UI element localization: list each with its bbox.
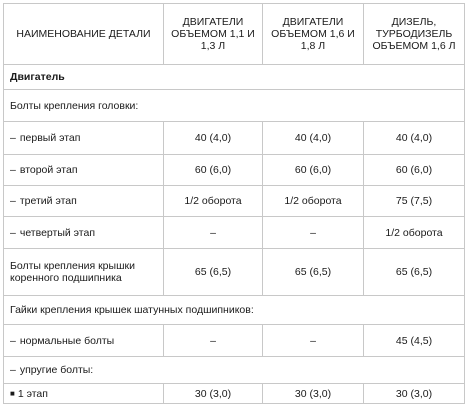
table-header-row: [4, 4, 465, 65]
row-label: [4, 122, 164, 155]
stage-2-label: второй этап: [19, 164, 78, 176]
stage-1-label: первый этап: [19, 132, 81, 144]
value-cell: 65 (6,5): [364, 249, 465, 296]
value-cell: 1/2 оборота: [164, 186, 263, 217]
table-row: [4, 217, 465, 249]
row-label: [4, 325, 164, 357]
row-label: [4, 155, 164, 186]
stage-4-label: четвертый этап: [19, 226, 96, 239]
group-title-conrod-nuts: Гайки крепления крышек шатунных подшипников:: [4, 296, 465, 325]
value-cell: –: [164, 325, 263, 357]
group-row-conrod-nuts: [4, 296, 465, 325]
table-row: [4, 122, 465, 155]
value-cell: –: [263, 217, 364, 249]
value-cell: –: [263, 325, 364, 357]
value-cell: 65 (6,5): [263, 249, 364, 296]
value-cell: 30 (3,0): [164, 384, 263, 404]
value-cell: 60 (6,0): [263, 155, 364, 186]
value-cell: 1/2 оборота: [263, 186, 364, 217]
table-row: [4, 325, 465, 357]
main-bearing-label: Болты крепления крышки коренного подшипника: [4, 249, 164, 296]
value-cell: 1/2 оборота: [364, 217, 465, 249]
group-row-head-bolts: [4, 90, 465, 122]
dash-marker: –: [10, 195, 16, 207]
row-label: [4, 217, 164, 249]
elastic-stage-1-label: 1 этап: [17, 387, 48, 400]
row-label: [4, 186, 164, 217]
value-cell: 40 (4,0): [364, 122, 465, 155]
value-cell: 40 (4,0): [164, 122, 263, 155]
table-row: [4, 186, 465, 217]
torque-spec-table: [3, 3, 465, 404]
table-row: [4, 384, 465, 404]
value-cell: 65 (6,5): [164, 249, 263, 296]
header-engines-1-6-1-8: ДВИГАТЕЛИ ОБЪЕМОМ 1,6 И 1,8 Л: [263, 4, 364, 65]
dash-marker: –: [10, 364, 16, 376]
value-cell: 30 (3,0): [364, 384, 465, 404]
value-cell: 75 (7,5): [364, 186, 465, 217]
group-title-head-bolts: Болты крепления головки:: [4, 90, 465, 122]
dash-marker: –: [10, 334, 16, 347]
section-title-engine: Двигатель: [4, 65, 465, 90]
table-row: [4, 249, 465, 296]
section-row-engine: [4, 65, 465, 90]
dash-marker: –: [10, 226, 16, 239]
dash-marker: –: [10, 164, 16, 176]
table-row: [4, 155, 465, 186]
value-cell: 60 (6,0): [364, 155, 465, 186]
header-engines-1-1-1-3: ДВИГАТЕЛИ ОБЪЕМОМ 1,1 И 1,3 Л: [164, 4, 263, 65]
value-cell: 30 (3,0): [263, 384, 364, 404]
header-part-name: НАИМЕНОВАНИЕ ДЕТАЛИ: [4, 4, 164, 65]
header-diesel-1-6: ДИЗЕЛЬ, ТУРБОДИЗЕЛЬ ОБЪЕМОМ 1,6 Л: [364, 4, 465, 65]
dash-marker: –: [10, 132, 16, 144]
value-cell: 40 (4,0): [263, 122, 364, 155]
value-cell: 60 (6,0): [164, 155, 263, 186]
bullet-icon: ■: [10, 388, 15, 398]
group-row-elastic-bolts: [4, 357, 465, 384]
stage-3-label: третий этап: [19, 195, 77, 207]
value-cell: –: [164, 217, 263, 249]
value-cell: 45 (4,5): [364, 325, 465, 357]
group-title-elastic-bolts: [4, 357, 465, 384]
normal-bolts-label: нормальные болты: [19, 334, 115, 347]
row-label: [4, 384, 164, 404]
elastic-bolts-label: упругие болты:: [19, 364, 94, 376]
